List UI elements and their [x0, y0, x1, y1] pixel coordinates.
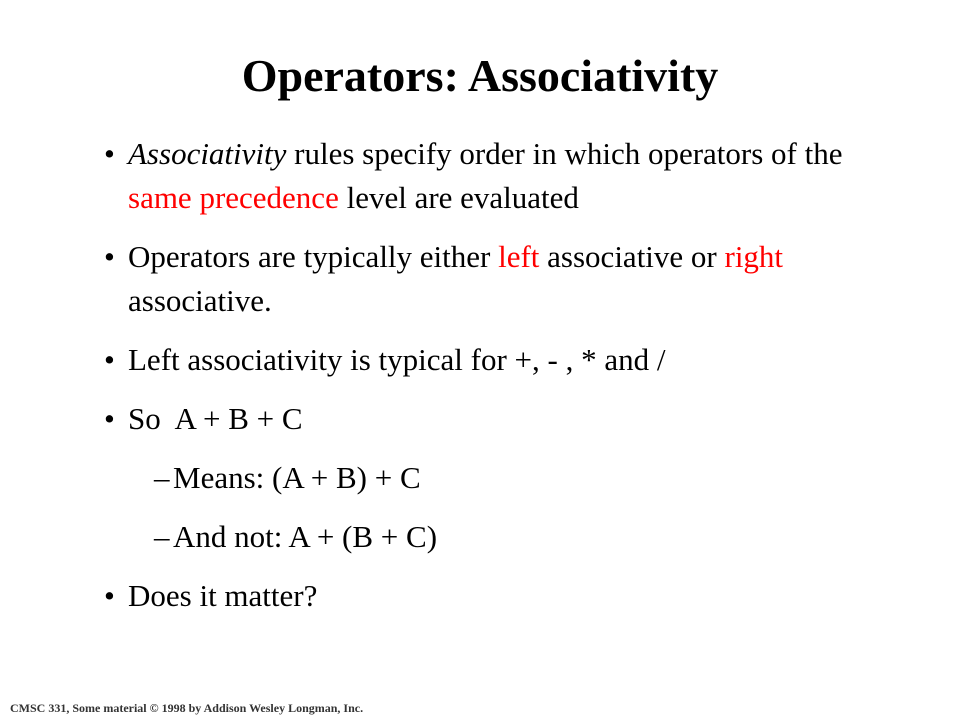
bullet-text: Left associativity is typical for +, - , * and /: [128, 342, 666, 377]
sub-bullet-text: Means: (A + B) + C: [173, 460, 421, 495]
sub-bullet-and-not: [104, 515, 904, 559]
bullet-text: So A + B + C: [128, 401, 303, 436]
bullet-dot: •: [104, 578, 115, 613]
bullet-text: rules specify order in which operators of the: [286, 136, 843, 171]
sub-bullet-means: [104, 456, 904, 500]
slide-title: Operators: Associativity: [241, 50, 719, 101]
bullet-list: [104, 132, 904, 633]
bullet-left-typical: [104, 338, 904, 382]
highlight-left: left: [498, 239, 540, 274]
highlight-right: right: [724, 239, 784, 274]
term-associativity: Associativity: [128, 136, 287, 171]
sub-bullet-dash: –: [154, 460, 170, 495]
bullet-associativity-rules: [104, 132, 904, 220]
bullet-example: [104, 397, 904, 441]
bullet-text: Operators are typically either: [128, 239, 499, 274]
bullet-left-right: [104, 235, 904, 323]
bullet-dot: •: [104, 401, 115, 436]
bullet-text: associative.: [128, 283, 272, 318]
bullet-does-it-matter: [104, 574, 904, 618]
bullet-text: Does it matter?: [128, 578, 318, 613]
highlight-same-precedence: same precedence: [128, 180, 339, 215]
sub-bullet-text: And not: A + (B + C): [173, 519, 438, 554]
bullet-dot: •: [104, 239, 115, 274]
sub-bullet-dash: –: [154, 519, 170, 554]
bullet-text: associative or: [539, 239, 725, 274]
bullet-dot: •: [104, 136, 115, 171]
footer-copyright: CMSC 331, Some material © 1998 by Addison Wesley Longman, Inc.: [10, 701, 364, 715]
bullet-text: level are evaluated: [338, 180, 579, 215]
bullet-dot: •: [104, 342, 115, 377]
